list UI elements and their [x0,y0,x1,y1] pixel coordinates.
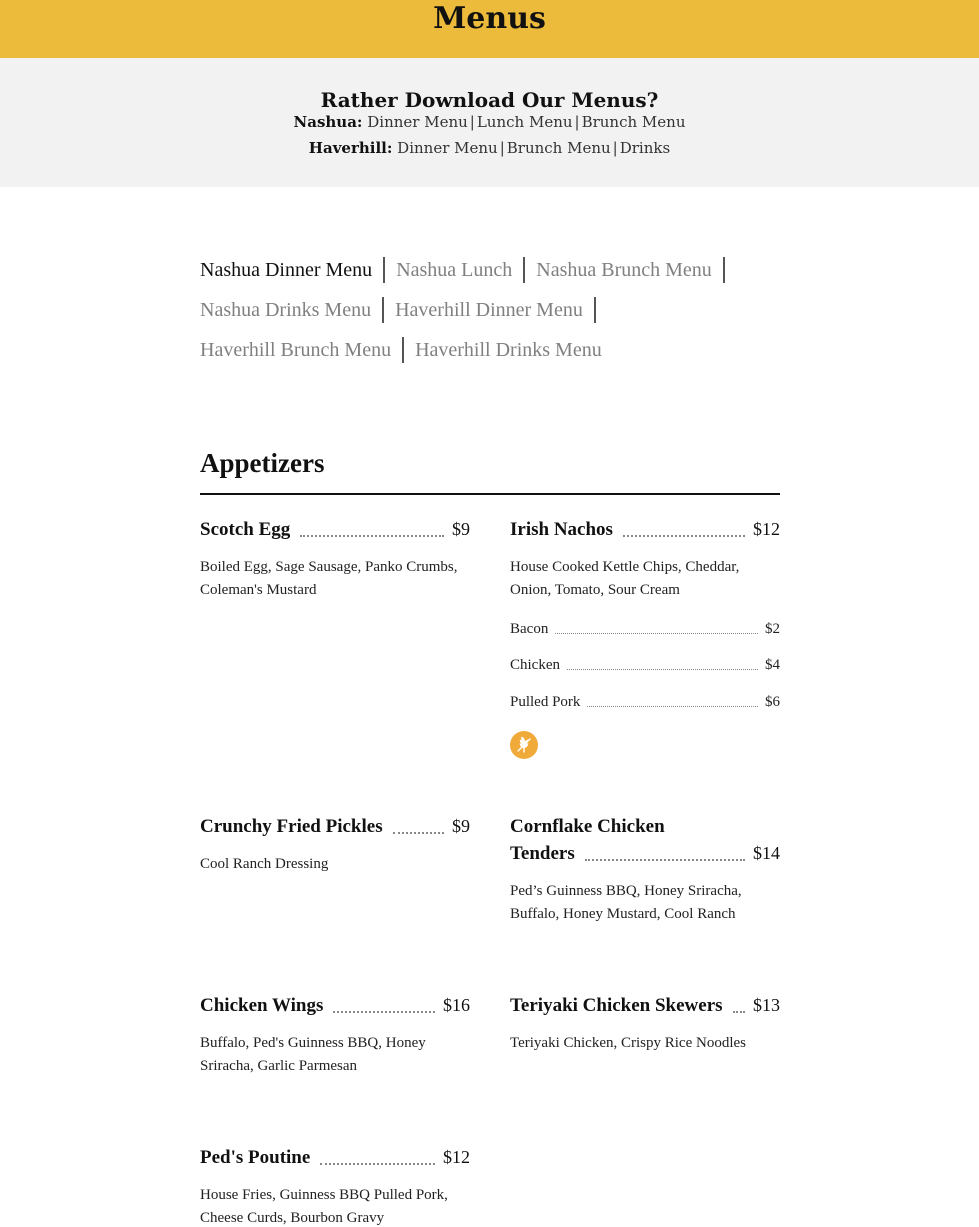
tab-nashua-lunch[interactable]: Nashua Lunch [396,259,513,281]
item-price: $9 [452,816,470,836]
menu-item-teriyaki-chicken-skewers [510,992,780,1055]
addon-price: $4 [765,657,780,673]
item-price: $12 [753,519,780,539]
nashua-lunch-menu-link[interactable]: Lunch Menu [476,113,573,131]
addon-price: $6 [765,694,780,710]
menu-item-peds-poutine [200,1144,470,1227]
dot-leader [585,859,745,861]
dot-leader [300,535,444,537]
menu-tabs [200,250,760,370]
item-description: Boiled Egg, Sage Sausage, Panko Crumbs, Coleman's Mustard [200,559,458,598]
item-name-line2: Tenders [510,843,575,864]
separator: | [469,113,475,131]
tab-nashua-dinner-menu[interactable]: Nashua Dinner Menu [200,259,373,281]
tab-divider [402,337,404,363]
dot-leader [555,633,758,634]
item-name: Crunchy Fried Pickles [200,816,383,837]
tab-row [200,330,760,370]
separator: | [612,139,618,157]
item-description: Buffalo, Ped's Guinness BBQ, Honey Sriracha, Garlic Parmesan [200,1035,426,1074]
menu-item-scotch-egg [200,516,470,602]
haverhill-brunch-menu-link[interactable]: Brunch Menu [506,139,611,157]
addon-price: $2 [765,621,780,637]
item-name-line1: Cornflake Chicken [510,816,665,837]
download-menus-panel [0,58,979,187]
dot-leader [567,669,758,670]
item-price: $14 [753,843,780,863]
download-heading: Rather Download Our Menus? [320,88,659,112]
item-price: $13 [753,995,780,1015]
item-price: $16 [443,995,470,1015]
item-description: Teriyaki Chicken, Crispy Rice Noodles [510,1035,746,1051]
nashua-label: Nashua: [293,113,363,131]
haverhill-label: Haverhill: [308,139,393,157]
item-description: House Cooked Kettle Chips, Cheddar, Onion, Tomato, Sour Cream [510,559,740,598]
addon-name: Chicken [510,657,560,673]
page-header [0,0,979,58]
addon-name: Pulled Pork [510,694,581,710]
menu-item-chicken-wings [200,992,470,1078]
addon-name: Bacon [510,621,549,637]
item-price: $9 [452,519,470,539]
dot-leader [320,1163,435,1165]
dot-leader [587,706,758,707]
addon-chicken [510,655,780,675]
dot-leader [393,832,444,834]
tab-haverhill-brunch-menu[interactable]: Haverhill Brunch Menu [200,339,392,361]
page-title: Menus [433,1,546,36]
tab-divider [594,297,596,323]
dot-leader [733,1011,745,1013]
item-name: Scotch Egg [200,519,291,540]
dot-leader [623,535,745,537]
section-divider [200,493,780,495]
addon-bacon [510,619,780,639]
item-description: House Fries, Guinness BBQ Pulled Pork, Cheese Curds, Bourbon Gravy [200,1187,448,1226]
addon-pulled-pork [510,692,780,712]
tab-row [200,290,760,330]
section-title: Appetizers [200,448,325,478]
menu-item-crunchy-fried-pickles [200,813,470,876]
tab-divider [523,257,525,283]
separator: | [499,139,505,157]
menu-item-cornflake-chicken-tenders [510,813,780,926]
haverhill-download-row [0,137,979,159]
menu-item-irish-nachos [510,516,780,602]
item-name: Teriyaki Chicken Skewers [510,995,723,1016]
tab-divider [383,257,385,283]
tab-nashua-brunch-menu[interactable]: Nashua Brunch Menu [536,259,712,281]
separator: | [574,113,580,131]
item-name: Ped's Poutine [200,1147,311,1168]
dot-leader [333,1011,435,1013]
nashua-brunch-menu-link[interactable]: Brunch Menu [581,113,686,131]
haverhill-dinner-menu-link[interactable]: Dinner Menu [397,139,498,157]
item-price: $12 [443,1147,470,1167]
nashua-download-row [0,111,979,133]
item-name: Irish Nachos [510,519,613,540]
item-description: Cool Ranch Dressing [200,856,329,872]
tab-divider [382,297,384,323]
item-description: Ped’s Guinness BBQ, Honey Sriracha, Buffalo, Honey Mustard, Cool Ranch [510,883,742,922]
tab-nashua-drinks-menu[interactable]: Nashua Drinks Menu [200,299,372,321]
haverhill-drinks-link[interactable]: Drinks [619,139,671,157]
tab-haverhill-dinner-menu[interactable]: Haverhill Dinner Menu [395,299,583,321]
tab-divider [723,257,725,283]
nashua-dinner-menu-link[interactable]: Dinner Menu [367,113,468,131]
item-name: Chicken Wings [200,995,324,1016]
tab-row [200,250,760,290]
tab-haverhill-drinks-menu[interactable]: Haverhill Drinks Menu [415,339,602,361]
gluten-free-wheat-icon [510,731,538,759]
